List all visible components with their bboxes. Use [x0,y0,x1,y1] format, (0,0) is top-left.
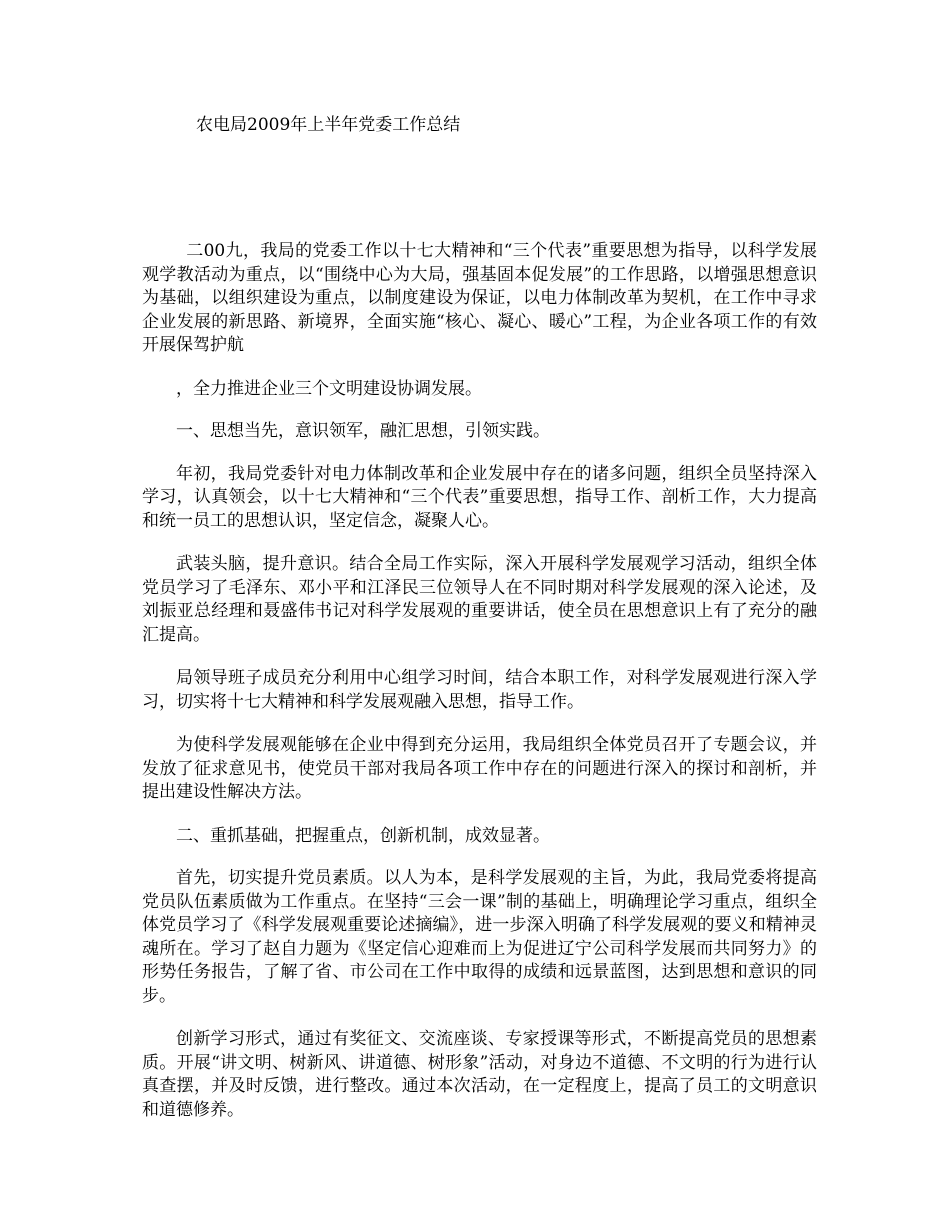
paragraph: 武装头脑，提升意识。结合全局工作实际，深入开展科学发展观学习活动，组织全体党员学习了毛泽东、邓小平和江泽民三位领导人在不同时期对科学发展观的深入论述，及刘振亚总经理和聂盛伟书记对科学发展观的重要讲话，使全员在思想意识上有了充分的融汇提高。 [142,554,817,645]
section-heading-1: 一、思想当先，意识领军，融汇思想，引领实践。 [176,421,550,441]
paragraph: 创新学习形式，通过有奖征文、交流座谈、专家授课等形式，不断提高党员的思想素质。开展“讲文明、树新风、讲道德、树形象”活动，对身边不道德、不文明的行为进行认真查摆，并及时反馈，进行整改。通过本次活动，在一定程度上，提高了员工的文明意识和道德修养。 [142,1029,817,1120]
paragraph: 为使科学发展观能够在企业中得到充分运用，我局组织全体党员召开了专题会议，并发放了征求意见书，使党员干部对我局各项工作中存在的问题进行深入的探讨和剖析，并提出建设性解决方法。 [142,735,817,802]
paragraph-intro: 二00九，我局的党委工作以十七大精神和“三个代表”重要思想为指导，以科学发展观学教活动为重点，以“围绕中心为大局，强基固本促发展”的工作思路，以增强思想意识为基础，以组织建设为重点，以制度建设为保证，以电力体制改革为契机，在工作中寻求企业发展的新思路、新境界，全面实施“核心、凝心、暖心”工程，为企业各项工作的有效开展保驾护航 [142,241,817,355]
document-body [142,240,817,1142]
paragraph: 首先，切实提升党员素质。以人为本，是科学发展观的主旨，为此，我局党委将提高党员队伍素质做为工作重点。在坚持“三会一课”制的基础上，明确理论学习重点，组织全体党员学习了《科学发展观重要论述摘编》，进一步深入明确了科学发展观的要义和精神灵魂所在。学习了赵自力题为《坚定信心迎难而上为促进辽宁公司科学发展而共同努力》的形势任务报告，了解了省、市公司在工作中取得的成绩和远景蓝图，达到思想和意识的同步。 [142,868,817,1006]
paragraph: 局领导班子成员充分利用中心组学习时间，结合本职工作，对科学发展观进行深入学习，切实将十七大精神和科学发展观融入思想，指导工作。 [142,668,817,712]
paragraph: 年初，我局党委针对电力体制改革和企业发展中存在的诸多问题，组织全员坚持深入学习，认真领会，以十七大精神和“三个代表”重要思想，指导工作、剖析工作，大力提高和统一员工的思想认识，坚定信念，凝聚人心。 [142,463,817,531]
paragraph-continuation: ，全力推进企业三个文明建设协调发展。 [176,378,482,399]
section-heading-2: 二、重抓基础，把握重点，创新机制，成效显著。 [176,825,550,846]
document-title: 农电局2009年上半年党委工作总结 [196,115,461,135]
